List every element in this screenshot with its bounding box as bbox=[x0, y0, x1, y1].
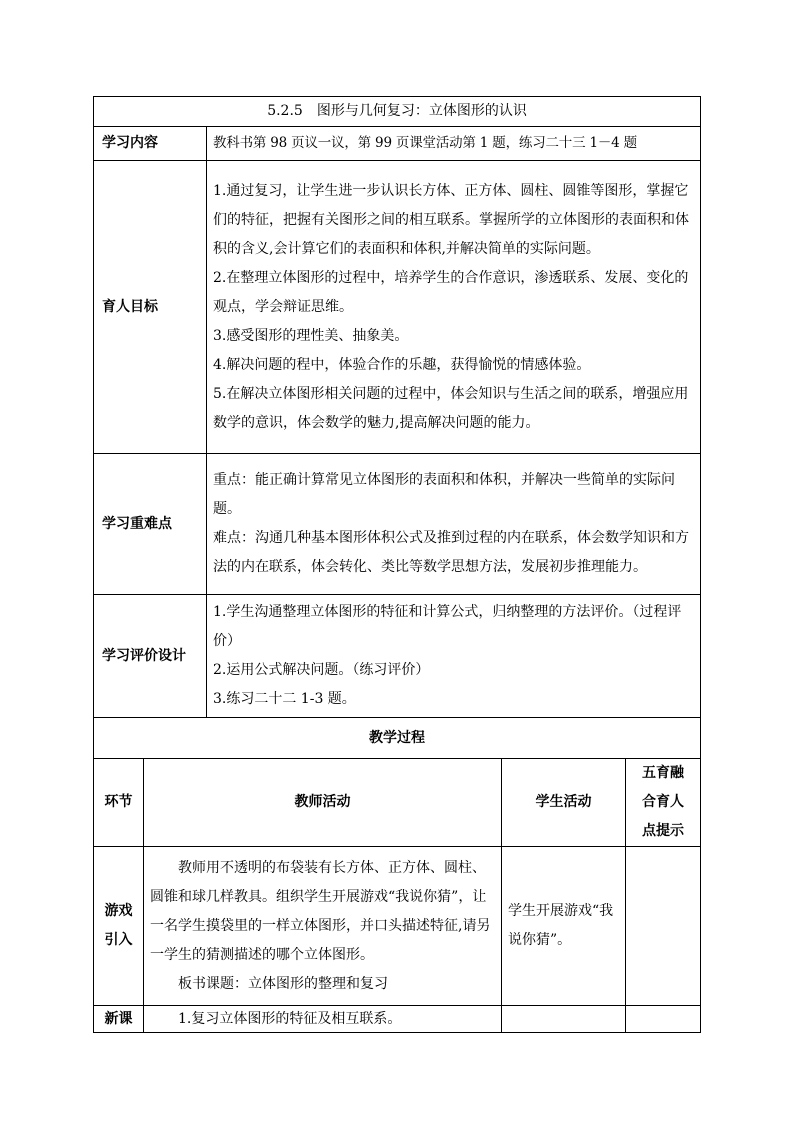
key-points-row bbox=[94, 454, 701, 595]
goal-item: 5.在解决立体图形相关问题的过程中，体会知识与生活之间的联系，增强应用数学的意识，体会数学的魅力,提高解决问题的能力。 bbox=[213, 385, 689, 431]
title-row bbox=[94, 97, 701, 127]
lesson-plan-table bbox=[93, 96, 701, 1033]
col-header-teacher: 教师活动 bbox=[144, 759, 502, 847]
stage-label-game-intro: 游戏引入 bbox=[94, 847, 144, 1006]
key-point-item: 重点：能正确计算常见立体图形的表面积和体积，并解决一些简单的实际问题。 bbox=[213, 472, 675, 517]
teacher-activity-cell bbox=[144, 1006, 502, 1033]
teacher-activity-text: 教师用不透明的布袋装有长方体、正方体、圆柱、圆锥和球几样教具。组织学生开展游戏“我说你猜”，让一名学生摸袋里的一样立体图形，并口头描述特征,请另一学生的猜测描述的哪个立体图形。 bbox=[150, 859, 491, 963]
content-row bbox=[94, 127, 701, 161]
process-heading-row bbox=[94, 718, 701, 759]
goals-label: 育人目标 bbox=[94, 161, 207, 454]
evaluation-item: 3.练习二十二 1-3 题。 bbox=[213, 691, 356, 707]
goal-item: 4.解决问题的程中，体验合作的乐趣，获得愉悦的情感体验。 bbox=[213, 356, 591, 373]
col-header-student: 学生活动 bbox=[502, 759, 626, 847]
key-points-cell bbox=[207, 454, 701, 595]
goal-item: 2.在整理立体图形的过程中，培养学生的合作意识，渗透联系、发展、变化的观点，学会辩证思维。 bbox=[213, 269, 689, 315]
evaluation-row bbox=[94, 595, 701, 718]
goals-cell bbox=[207, 161, 701, 454]
evaluation-item: 2.运用公式解决问题。（练习评价） bbox=[213, 662, 430, 678]
content-text: 教科书第 98 页议一议，第 99 页课堂活动第 1 题，练习二十三 1－4 题 bbox=[207, 127, 701, 161]
stage-row-new-lesson bbox=[94, 1006, 701, 1033]
key-points-label: 学习重难点 bbox=[94, 454, 207, 595]
goal-item: 1.通过复习，让学生进一步认识长方体、正方体、圆柱、圆锥等图形，掌握它们的特征，把握有关图形之间的相互联系。掌握所学的立体图形的表面积和体积的含义,会计算它们的表面积和体积,并解决简单的实际问题。 bbox=[213, 182, 689, 257]
process-header-row bbox=[94, 759, 701, 847]
board-title-text: 板书课题：立体图形的整理和复习 bbox=[178, 975, 388, 992]
content-label: 学习内容 bbox=[94, 127, 207, 161]
lesson-title: 5.2.5 图形与几何复习：立体图形的认识 bbox=[94, 97, 701, 127]
student-activity-cell bbox=[502, 1006, 626, 1033]
tip-cell bbox=[626, 847, 701, 1006]
tip-cell bbox=[626, 1006, 701, 1033]
stage-label-new-lesson: 新课 bbox=[94, 1006, 144, 1033]
goals-row bbox=[94, 161, 701, 454]
goal-item: 3.感受图形的理性美、抽象美。 bbox=[213, 327, 409, 344]
evaluation-item: 1.学生沟通整理立体图形的特征和计算公式，归纳整理的方法评价。（过程评价） bbox=[213, 604, 682, 649]
col-header-tip: 五育融合育人点提示 bbox=[626, 759, 701, 847]
student-activity-text: 学生开展游戏“我说你猜”。 bbox=[502, 847, 626, 1006]
teacher-activity-text: 1.复习立体图形的特征及相互联系。 bbox=[178, 1011, 402, 1027]
col-header-stage: 环节 bbox=[94, 759, 144, 847]
process-heading: 教学过程 bbox=[94, 718, 701, 759]
evaluation-label: 学习评价设计 bbox=[94, 595, 207, 718]
teacher-activity-cell bbox=[144, 847, 502, 1006]
evaluation-cell bbox=[207, 595, 701, 718]
stage-row-game-intro bbox=[94, 847, 701, 1006]
difficulty-item: 难点：沟通几种基本图形体积公式及推到过程的内在联系，体会数学知识和方法的内在联系，体会转化、类比等数学思想方法，发展初步推理能力。 bbox=[213, 530, 689, 575]
